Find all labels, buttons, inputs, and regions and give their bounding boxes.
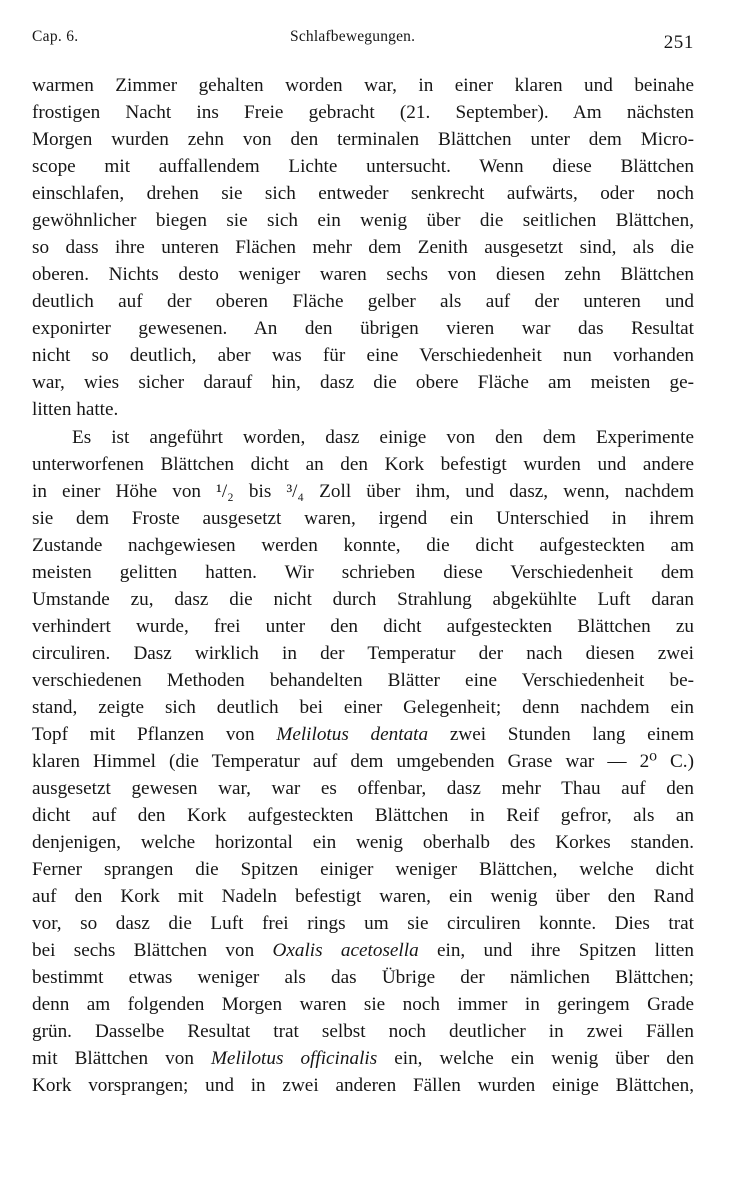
text-line: Ferner sprangen die Spitzen einiger weniger Blättchen, welche dicht: [32, 859, 694, 880]
text-line: scope mit auffallendem Lichte untersucht. Wenn diese Blättchen: [32, 156, 694, 177]
paragraph-2: [32, 424, 694, 1099]
text-line: Morgen wurden zehn von den terminalen Blättchen unter dem Micro-: [32, 129, 694, 150]
text-line: auf den Kork mit Nadeln befestigt waren, ein wenig über den Rand: [32, 886, 694, 907]
text-line: grün. Dasselbe Resultat trat selbst noch deutlicher in zwei Fällen: [32, 1021, 694, 1042]
text-line: sie dem Froste ausgesetzt waren, irgend ein Unterschied in ihrem: [32, 508, 694, 529]
text-line: stand, zeigte sich deutlich bei einer Gelegenheit; denn nachdem ein: [32, 697, 694, 718]
text-run: Zoll über ihm, und dasz, wenn, nachdem: [304, 481, 694, 502]
fraction-half: ¹/₂: [216, 481, 234, 502]
text-line: ausgesetzt gewesen war, war es offenbar, dasz mehr Thau auf den: [32, 778, 694, 799]
text-line: bestimmt etwas weniger als das Übrige der nämlichen Blättchen;: [32, 967, 694, 988]
book-page: [32, 22, 694, 1182]
text-line: Kork vorsprangen; und in zwei anderen Fällen wurden einige Blättchen,: [32, 1075, 694, 1096]
text-line: Zustande nachgewiesen werden konnte, die dicht aufgesteckten am: [32, 535, 694, 556]
text-line: gewöhnlicher biegen sie sich ein wenig über die seitlichen Blättchen,: [32, 210, 694, 231]
text-line: [32, 937, 694, 964]
text-line: meisten gelitten hatten. Wir schrieben diese Verschiedenheit dem: [32, 562, 694, 583]
text-run: bis: [233, 481, 287, 502]
text-line: vor, so dasz die Luft frei rings um sie circuliren konnte. Dies trat: [32, 913, 694, 934]
text-run: in einer Höhe von: [32, 481, 217, 502]
text-run: zwei Stunden lang einem: [428, 724, 694, 745]
text-line: klaren Himmel (die Temperatur auf dem umgebenden Grase war — 2⁰ C.): [32, 751, 694, 772]
page-header: [32, 22, 694, 56]
text-line: [32, 721, 694, 748]
running-title: Schlafbewegungen.: [290, 28, 416, 45]
text-line: [32, 1045, 694, 1072]
text-line: warmen Zimmer gehalten worden war, in einer klaren und beinahe: [32, 75, 694, 96]
fraction-three-quarters: ³/₄: [286, 481, 305, 502]
text-line: dicht auf den Kork aufgesteckten Blättchen in Reif gefror, als an: [32, 805, 694, 826]
text-line: oberen. Nichts desto weniger waren sechs von diesen zehn Blättchen: [32, 264, 694, 285]
text-line: unterworfenen Blättchen dicht an den Kork befestigt wurden und andere: [32, 454, 694, 475]
text-line: Es ist angeführt worden, dasz einige von den dem Experimente: [72, 427, 694, 448]
text-run: ein, und ihre Spitzen litten: [418, 940, 694, 961]
text-run: Topf mit Pflanzen von: [32, 724, 277, 745]
text-line: denjenigen, welche horizontal ein wenig oberhalb des Korkes standen.: [32, 832, 694, 853]
text-run: bei sechs Blättchen von: [32, 940, 273, 961]
text-run: mit Blättchen von: [32, 1048, 211, 1069]
text-line: einschlafen, drehen sie sich entweder senkrecht aufwärts, oder noch: [32, 183, 694, 204]
page-number: 251: [663, 32, 694, 53]
text-line: litten hatte.: [32, 399, 119, 420]
text-line: circuliren. Dasz wirklich in der Temperatur der nach diesen zwei: [32, 643, 694, 664]
text-line: war, wies sicher darauf hin, dasz die obere Fläche am meisten ge-: [32, 372, 694, 393]
text-line: verschiedenen Methoden behandelten Blätter eine Verschiedenheit be-: [32, 670, 694, 691]
text-line: frostigen Nacht ins Freie gebracht (21. September). Am nächsten: [32, 102, 694, 123]
text-line: so dass ihre unteren Flächen mehr dem Zenith ausgesetzt sind, als die: [32, 237, 694, 258]
species-name: Melilotus officinalis: [210, 1048, 378, 1069]
text-line: deutlich auf der oberen Fläche gelber als auf der unteren und: [32, 291, 694, 312]
text-line: [32, 478, 694, 505]
text-line: verhindert wurde, frei unter den dicht aufgesteckten Blättchen zu: [32, 616, 694, 637]
text-line: exponirter gewesenen. An den übrigen vieren war das Resultat: [32, 318, 694, 339]
body-text: [32, 72, 694, 1099]
chapter-label: Cap. 6.: [32, 28, 79, 45]
text-run: ein, welche ein wenig über den: [377, 1048, 694, 1069]
species-name: Melilotus dentata: [276, 724, 429, 745]
text-line: Umstande zu, dasz die nicht durch Strahlung abgekühlte Luft daran: [32, 589, 694, 610]
text-line: denn am folgenden Morgen waren sie noch immer in geringem Grade: [32, 994, 694, 1015]
paragraph-1: [32, 72, 694, 423]
species-name: Oxalis acetosella: [272, 940, 419, 961]
text-line: nicht so deutlich, aber was für eine Verschiedenheit nun vorhanden: [32, 345, 694, 366]
